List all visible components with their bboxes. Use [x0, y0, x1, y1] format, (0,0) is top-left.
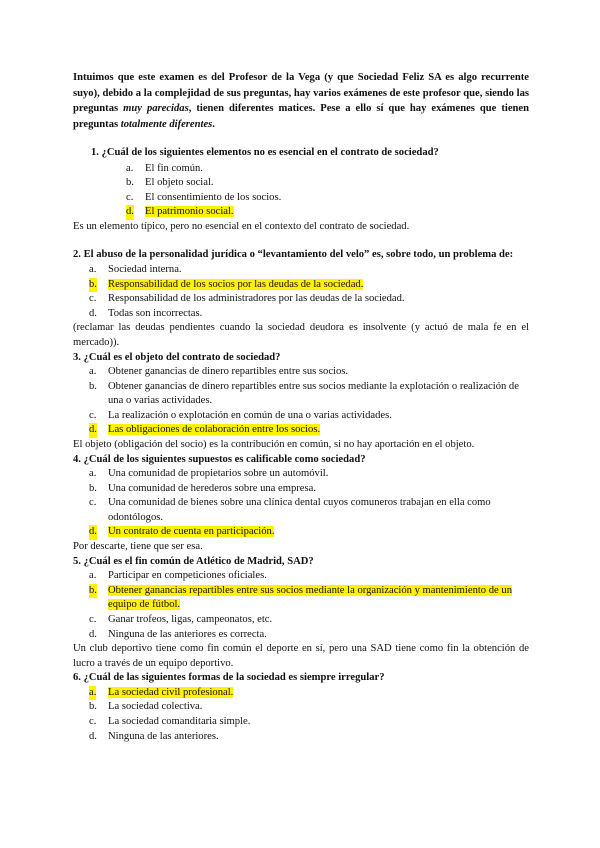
option-a: a. Una comunidad de propietarios sobre un automóvil. — [89, 468, 329, 480]
option-a: a. Sociedad interna. — [89, 263, 182, 275]
option-d-correct: d. Las obligaciones de colaboración entre los socios. — [73, 423, 529, 438]
answer-note: Un club deportivo tiene como fin común el deporte en sí, pero una SAD tiene como fin la obtención de lucro a través de un equipo deportivo. — [73, 643, 529, 669]
document-page — [73, 70, 529, 744]
question-6 — [73, 671, 529, 744]
option-a-correct: a. La sociedad civil profesional. — [73, 686, 529, 701]
answer-note: El objeto (obligación del socio) es la contribución en común, si no hay aportación en el objeto. — [73, 439, 475, 450]
option-a: a. El fin común. — [126, 162, 203, 174]
option-b-correct: b. Responsabilidad de los socios por las deudas de la sociedad. — [73, 278, 529, 293]
option-c: c. La realización o explotación en común de una o varias actividades. — [89, 409, 392, 421]
option-a: a. Participar en competiciones oficiales. — [89, 570, 267, 582]
intro-text-2: , tienen diferentes matices. Pese a ello sí que hay exámenes que tienen preguntas — [73, 103, 530, 130]
option-c: c. Responsabilidad de los administradores por las deudas de la sociedad. — [89, 293, 405, 305]
intro-text-3: . — [212, 118, 215, 130]
option-d-correct: d. Un contrato de cuenta en participación. — [73, 525, 529, 540]
question-title: 2. El abuso de la personalidad jurídica o “levantamiento del velo” es, sobre todo, un problema de: — [73, 249, 514, 261]
options-list — [73, 365, 529, 438]
question-title: 6. ¿Cuál de las siguientes formas de la sociedad es siempre irregular? — [73, 672, 385, 684]
option-b-correct: b. Obtener ganancias repartibles entre sus socios mediante la organización y mantenimiento de un equipo de fútbol. — [89, 584, 512, 611]
options-list — [73, 569, 529, 642]
options-list — [73, 686, 529, 744]
question-1 — [73, 146, 529, 234]
question-5 — [73, 555, 529, 672]
option-d: d. Ninguna de las anteriores. — [89, 730, 219, 742]
intro-text-1: Intuimos que este examen es del Profesor de la Vega (y que Sociedad Feliz SA es algo recurrente suyo), debido a la complejidad de sus preguntas, hay varios exámenes de este profesor que, siendo las preguntas — [73, 72, 529, 114]
option-d: d. Todas son incorrectas. — [89, 307, 203, 319]
option-b: b. El objeto social. — [126, 177, 214, 189]
question-title: 5. ¿Cuál es el fin común de Atlético de Madrid, SAD? — [73, 555, 314, 567]
options-list — [73, 162, 529, 220]
option-b: b. Una comunidad de herederos sobre una empresa. — [89, 482, 316, 494]
answer-note: Por descarte, tiene que ser esa. — [73, 541, 203, 553]
question-2 — [73, 248, 529, 350]
intro-emphasis-2: totalmente diferentes — [120, 118, 213, 130]
answer-note: Es un elemento típico, pero no esencial en el contexto del contrato de sociedad. — [73, 220, 410, 232]
intro-emphasis-1: muy parecidas — [123, 103, 189, 114]
option-d-correct: d. El patrimonio social. — [73, 205, 529, 220]
question-4 — [73, 453, 529, 555]
question-3 — [73, 351, 529, 453]
option-a: a. Obtener ganancias de dinero repartibles entre sus socios. — [89, 366, 349, 378]
answer-note: (reclamar las deudas pendientes cuando la sociedad deudora es insolvente (y actuó de mala fe en el mercado)). — [73, 322, 529, 348]
question-title: 1. ¿Cuál de los siguientes elementos no es esencial en el contrato de sociedad? — [91, 147, 439, 158]
option-b: b. Obtener ganancias de dinero repartibles entre sus socios mediante la explotación o realización de una o varias actividades. — [89, 380, 519, 407]
intro-paragraph — [73, 70, 529, 132]
option-c: c. El consentimiento de los socios. — [126, 191, 282, 203]
option-c: c. La sociedad comanditaria simple. — [89, 716, 251, 727]
question-title: 3. ¿Cuál es el objeto del contrato de sociedad? — [73, 351, 281, 363]
options-list — [73, 263, 529, 321]
option-c: c. Una comunidad de bienes sobre una clínica dental cuyos comuneros trabajan en ella como odontólogos. — [89, 497, 491, 523]
option-c: c. Ganar trofeos, ligas, campeonatos, etc. — [89, 613, 273, 625]
option-d: d. Ninguna de las anteriores es correcta. — [89, 628, 267, 640]
option-b: b. La sociedad colectiva. — [89, 701, 203, 713]
options-list — [73, 467, 529, 540]
question-title: 4. ¿Cuál de los siguientes supuestos es calificable como sociedad? — [73, 453, 366, 465]
